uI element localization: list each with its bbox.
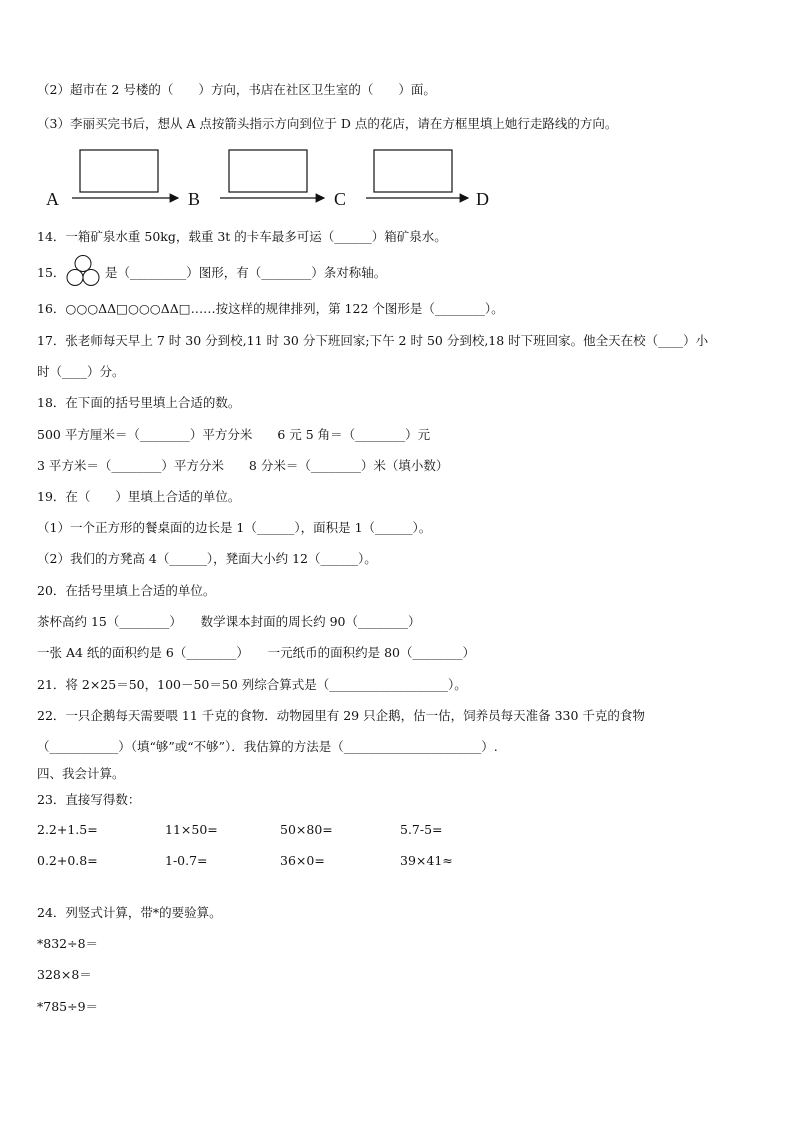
vertical-calc-item: *785÷9＝ xyxy=(37,999,99,1014)
q13-part2: （2）超市在 2 号楼的（ ）方向，书店在社区卫生室的（ ）面。 xyxy=(37,82,436,97)
q19-line2: （2）我们的方凳高 4（______），凳面大小约 12（______）。 xyxy=(37,551,377,566)
answer-box-a-to-b[interactable] xyxy=(80,150,158,192)
vertical-calc-item: 328×8＝ xyxy=(37,967,92,982)
point-a-label: A xyxy=(46,189,59,209)
point-b-label: B xyxy=(188,189,201,209)
calc-item: 36×0= xyxy=(280,853,325,868)
point-d-label: D xyxy=(476,189,489,209)
three-circles-figure xyxy=(65,254,101,292)
q16: 16．○○○ΔΔ□○○○ΔΔ□……按这样的规律排列，第 122 个图形是（________）。 xyxy=(37,301,504,316)
vertical-calc-item: *832÷8＝ xyxy=(37,936,99,951)
q14: 14．一箱矿泉水重 50kg，载重 3t 的卡车最多可运（______）箱矿泉水。 xyxy=(37,229,447,244)
answer-box-b-to-c[interactable] xyxy=(229,150,307,192)
calc-item: 39×41≈ xyxy=(400,853,453,868)
q19-line1: （1）一个正方形的餐桌面的边长是 1（______），面积是 1（______）。 xyxy=(37,520,432,535)
calc-item: 2.2+1.5= xyxy=(37,822,98,837)
q20-title: 20．在括号里填上合适的单位。 xyxy=(37,583,216,598)
calc-item: 0.2+0.8= xyxy=(37,853,98,868)
q15-text: 是（_________）图形，有（________）条对称轴。 xyxy=(105,265,387,280)
q20-line1: 茶杯高约 15（________） 数学课本封面的周长约 90（________） xyxy=(37,614,421,629)
q18-line2: 3 平方米＝（________）平方分米 8 分米＝（________）米（填小数） xyxy=(37,458,449,473)
q17-line1: 17．张老师每天早上 7 时 30 分到校,11 时 30 分下班回家;下午 2 时 50 分到校,18 时下班回家。他全天在校（____）小 xyxy=(37,333,709,348)
calc-item: 5.7-5= xyxy=(400,822,443,837)
q15-number: 15． xyxy=(37,265,66,280)
q18-line1: 500 平方厘米＝（________）平方分米 6 元 5 角＝（________）元 xyxy=(37,427,431,442)
calc-item: 1-0.7= xyxy=(165,853,208,868)
q22-line1: 22．一只企鹅每天需要喂 11 千克的食物．动物园里有 29 只企鹅，估一估，饲养员每天准备 330 千克的食物 xyxy=(37,708,645,723)
calc-item: 11×50= xyxy=(165,822,218,837)
point-c-label: C xyxy=(334,189,347,209)
direction-flow-diagram xyxy=(40,146,500,216)
calc-item: 50×80= xyxy=(280,822,333,837)
q23-title: 23．直接写得数： xyxy=(37,792,141,807)
q19-title: 19．在（ ）里填上合适的单位。 xyxy=(37,489,241,504)
q22-line2: （___________）（填“够”或“不够”）．我估算的方法是（______________________）. xyxy=(37,739,498,754)
q24-title: 24．列竖式计算，带*的要验算。 xyxy=(37,905,222,920)
q20-line2: 一张 A4 纸的面积约是 6（________） 一元纸币的面积约是 80（________） xyxy=(37,645,475,660)
q21: 21．将 2×25＝50，100－50＝50 列综合算式是（___________________）。 xyxy=(37,677,467,692)
section-4-heading: 四、我会计算。 xyxy=(37,766,125,781)
q17-line2: 时（____）分。 xyxy=(37,364,125,379)
q18-title: 18．在下面的括号里填上合适的数。 xyxy=(37,395,241,410)
answer-box-c-to-d[interactable] xyxy=(374,150,452,192)
q13-part3: （3）李丽买完书后，想从 A 点按箭头指示方向到位于 D 点的花店，请在方框里填上她行走路线的方向。 xyxy=(37,116,618,131)
